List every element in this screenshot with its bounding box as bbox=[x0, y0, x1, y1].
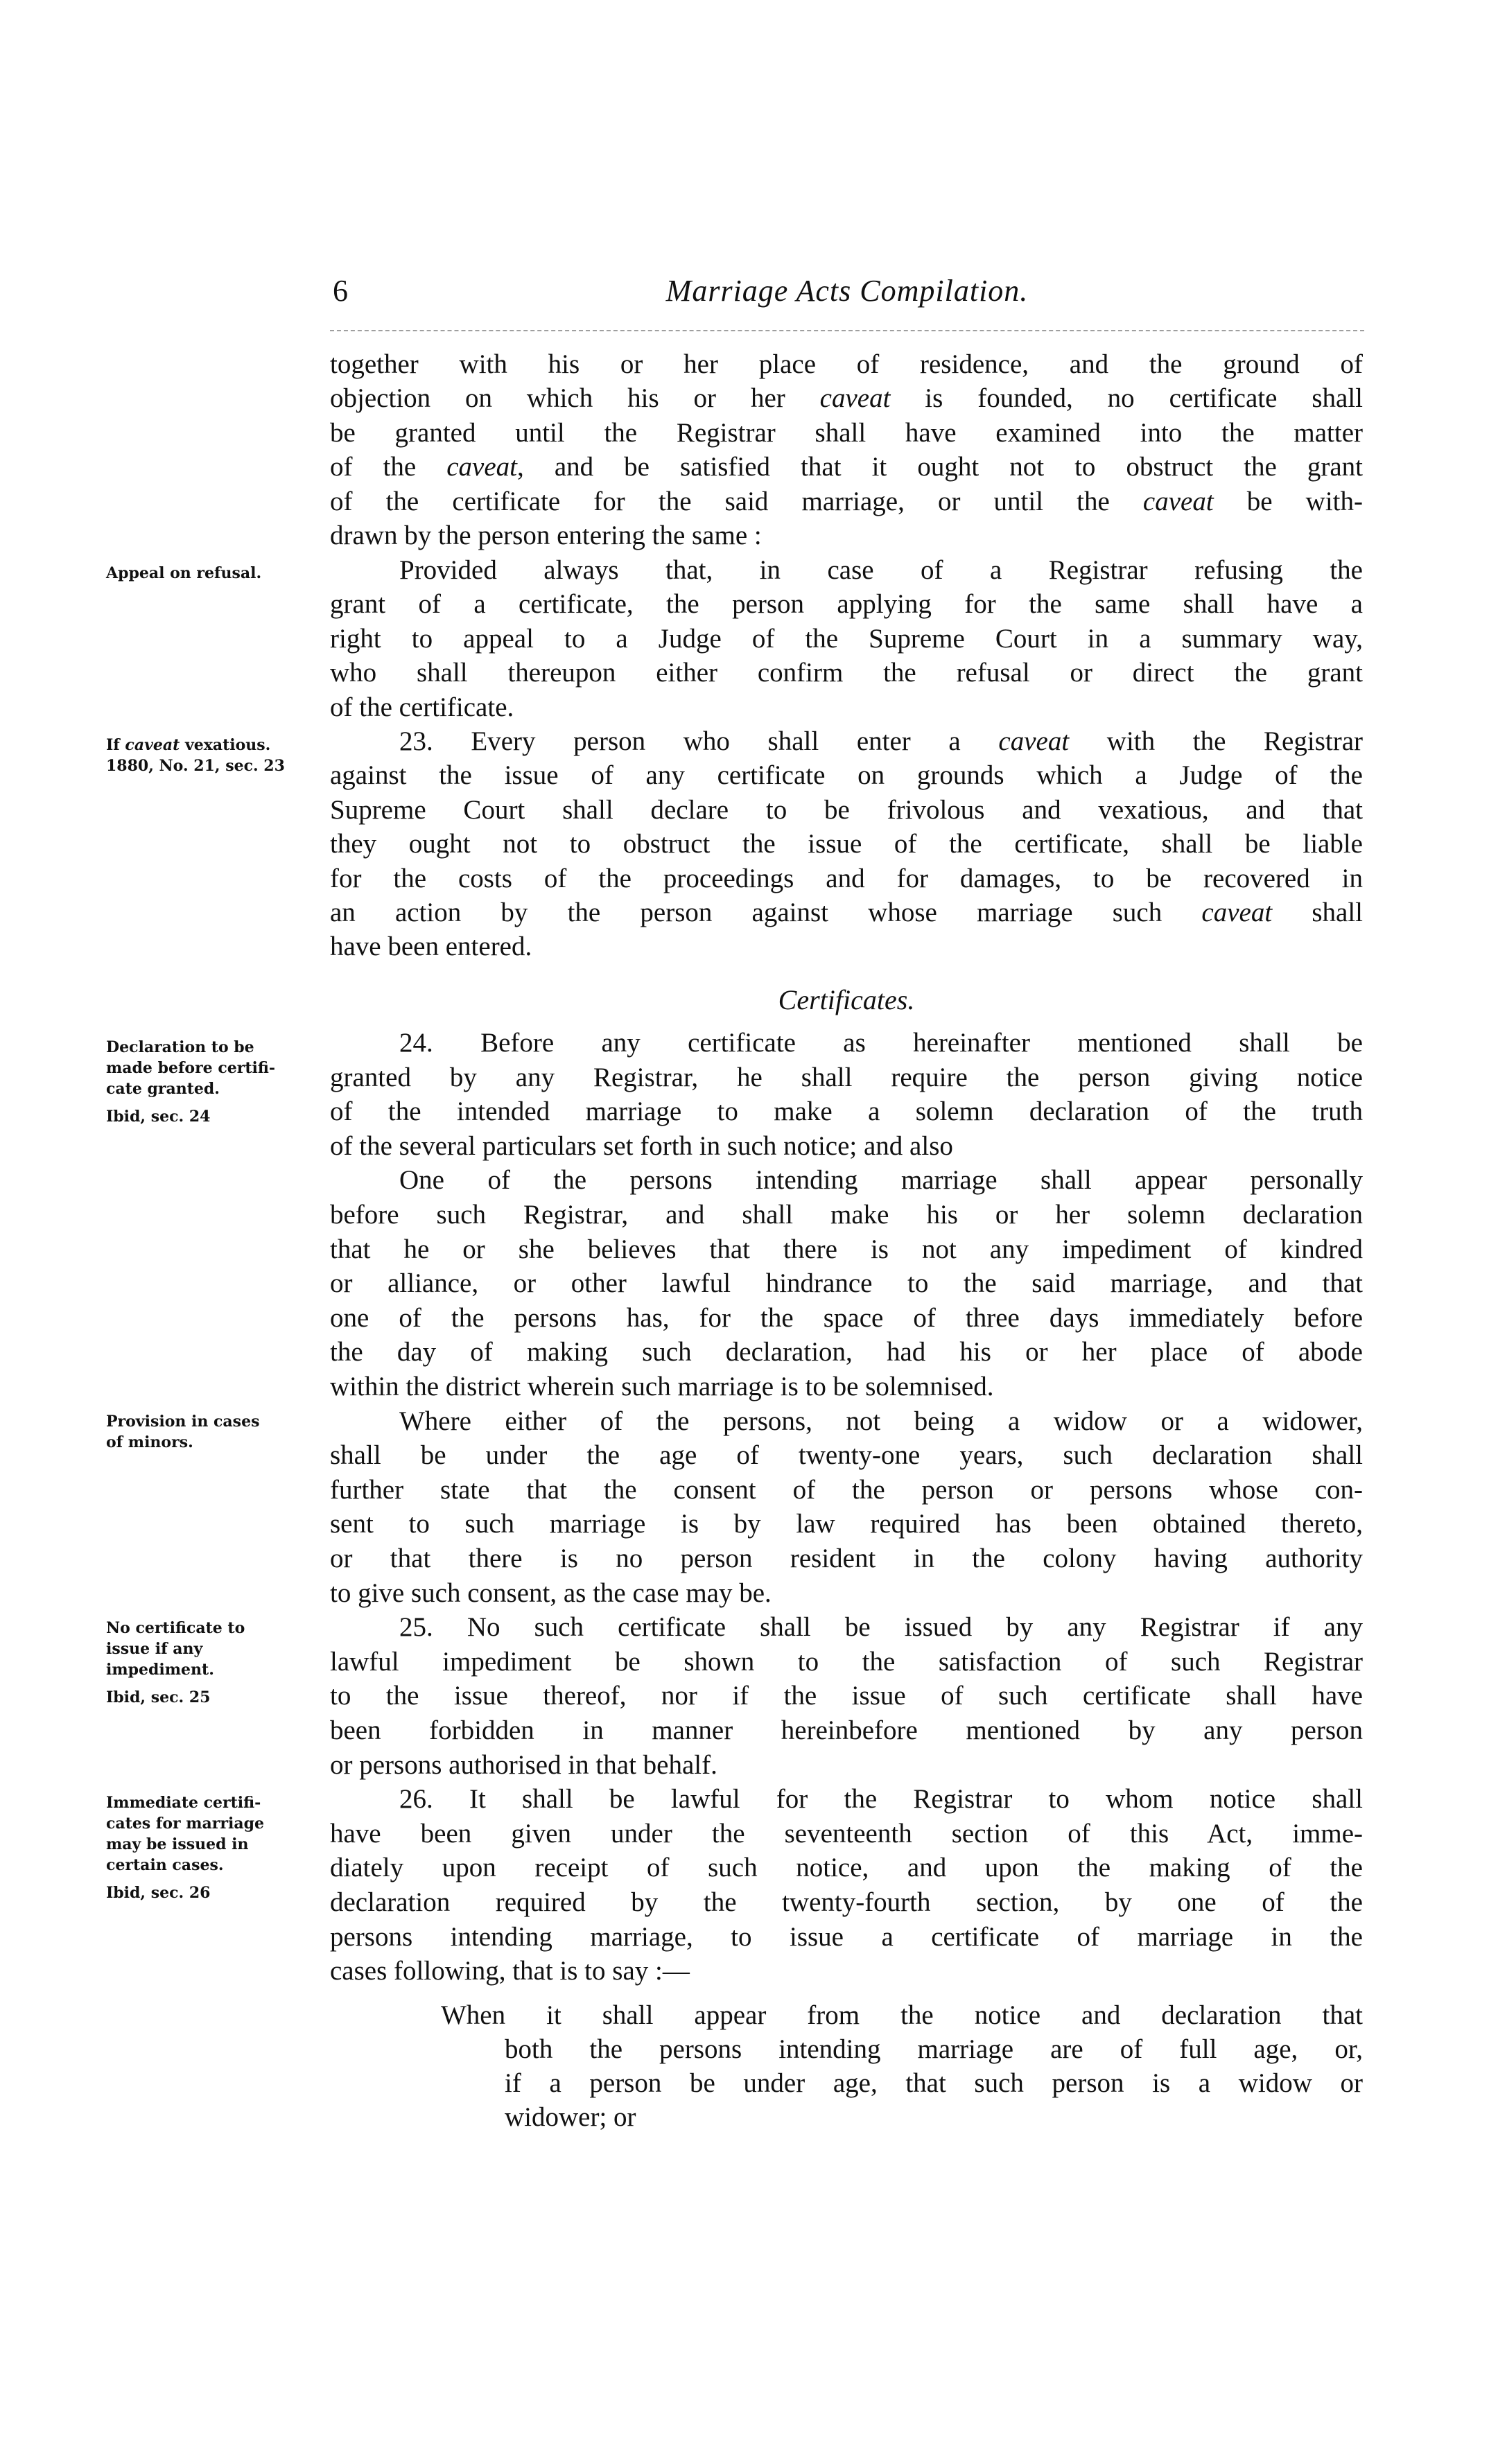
text-line: objection on which his or her caveat is founded, no certificate shall bbox=[330, 383, 1363, 414]
text-line: together with his or her place of residence, and the ground of bbox=[330, 349, 1363, 379]
paragraph-line: that he or she believes that there is not any impediment of kindred bbox=[330, 1234, 1363, 1264]
paragraph-line: the day of making such declaration, had his or her place of abode bbox=[330, 1337, 1363, 1368]
paragraph-line: have been entered. bbox=[330, 932, 532, 962]
margin-note bbox=[106, 1792, 314, 1903]
paragraph-line: granted by any Registrar, he shall require the person giving notice bbox=[330, 1062, 1363, 1092]
italic-term: caveat bbox=[819, 383, 891, 414]
paragraph-line: to give such consent, as the case may be. bbox=[330, 1578, 772, 1608]
italic-term: caveat bbox=[446, 452, 518, 482]
margin-note-line: No certificate to bbox=[106, 1619, 245, 1637]
paragraph-line: have been given under the seventeenth section of this Act, imme- bbox=[330, 1818, 1363, 1849]
paragraph-line: lawful impediment be shown to the satisfaction of such Registrar bbox=[330, 1646, 1363, 1677]
margin-note-line: made before certifi- bbox=[106, 1059, 275, 1077]
margin-note-line: cates for marriage bbox=[106, 1815, 264, 1833]
paragraph-line: cases following, that is to say :— bbox=[330, 1956, 690, 1986]
paragraph-line: grant of a certificate, the person applying for the same shall have a bbox=[330, 589, 1363, 620]
paragraph-line: shall be under the age of twenty-one years, such declaration shall bbox=[330, 1440, 1363, 1471]
margin-note-citation: Ibid, sec. 25 bbox=[106, 1688, 211, 1706]
paragraph-line: or that there is no person resident in the colony having authority bbox=[330, 1544, 1363, 1573]
paragraph-line: further state that the consent of the person or persons whose con- bbox=[330, 1474, 1363, 1505]
paragraph-line: or alliance, or other lawful hindrance to the said marriage, and that bbox=[330, 1268, 1363, 1299]
text-line: be granted until the Registrar shall have examined into the matter bbox=[330, 417, 1363, 448]
paragraph-line: persons intending marriage, to issue a certificate of marriage in the bbox=[330, 1921, 1363, 1952]
paragraph-line: of the certificate. bbox=[330, 692, 514, 722]
italic-term: caveat bbox=[125, 736, 180, 754]
italic-term: caveat bbox=[1142, 486, 1214, 516]
margin-note-line: Provision in cases bbox=[106, 1413, 260, 1431]
margin-note-citation: Ibid, sec. 26 bbox=[106, 1884, 211, 1902]
paragraph-line: if a person be under age, that such person is a widow or bbox=[505, 2068, 1363, 2098]
section-heading-certificates: Certificates. bbox=[778, 984, 915, 1015]
margin-note-line: cate granted. bbox=[106, 1080, 220, 1098]
paragraph-line: both the persons intending marriage are of full age, or, bbox=[505, 2034, 1363, 2064]
text-line: of the certificate for the said marriage, or until the caveat be with- bbox=[330, 486, 1363, 516]
margin-note-line: may be issued in bbox=[106, 1835, 249, 1853]
paragraph-line: 23. Every person who shall enter a caveat with the Registrar bbox=[399, 726, 1364, 756]
paragraph-line: 26. It shall be lawful for the Registrar to whom notice shall bbox=[399, 1784, 1363, 1815]
paragraph-line: One of the persons intending marriage shall appear personally bbox=[399, 1165, 1363, 1196]
paragraph-line: declaration required by the twenty-fourth section, by one of the bbox=[330, 1887, 1363, 1917]
margin-note-line: If caveat vexatious. bbox=[106, 736, 271, 754]
paragraph-line: or persons authorised in that behalf. bbox=[330, 1749, 717, 1780]
running-head bbox=[330, 272, 1364, 313]
paragraph-line: for the costs of the proceedings and for damages, to be recovered in bbox=[330, 863, 1363, 893]
margin-note-line: Immediate certifi- bbox=[106, 1794, 261, 1812]
header-rule bbox=[330, 330, 1364, 331]
paragraph-line: sent to such marriage is by law required has been obtained thereto, bbox=[330, 1509, 1363, 1539]
margin-note-line: of minors. bbox=[106, 1433, 193, 1451]
paragraph-line: against the issue of any certificate on grounds which a Judge of the bbox=[330, 760, 1363, 791]
margin-note-line: certain cases. bbox=[106, 1856, 224, 1874]
text-line: of the caveat, and be satisfied that it ought not to obstruct the grant bbox=[330, 452, 1364, 482]
margin-note bbox=[106, 1037, 314, 1127]
paragraph-line: within the district wherein such marriage is to be solemnised. bbox=[330, 1372, 994, 1401]
margin-note bbox=[106, 1618, 314, 1708]
paragraph-line: diately upon receipt of such notice, and upon the making of the bbox=[330, 1853, 1363, 1883]
paragraph-line: they ought not to obstruct the issue of the certificate, shall be liable bbox=[330, 829, 1363, 859]
margin-note-citation: Ibid, sec. 24 bbox=[106, 1108, 211, 1126]
margin-note-line: Appeal on refusal. bbox=[106, 564, 262, 582]
paragraph-line: one of the persons has, for the space of three days immediately before bbox=[330, 1302, 1363, 1333]
paragraph-line: Supreme Court shall declare to be frivolous and vexatious, and that bbox=[330, 794, 1363, 825]
paragraph-line: of the several particulars set forth in such notice; and also bbox=[330, 1130, 953, 1161]
text-line: drawn by the person entering the same : bbox=[330, 521, 762, 550]
running-title: Marriage Acts Compilation. bbox=[665, 274, 1029, 308]
margin-note-line: impediment. bbox=[106, 1661, 214, 1679]
margin-note bbox=[106, 1411, 314, 1453]
paragraph-line: right to appeal to a Judge of the Supreme Court in a summary way, bbox=[330, 623, 1363, 654]
italic-term: caveat bbox=[998, 726, 1070, 756]
paragraph-line: of the intended marriage to make a solemn declaration of the truth bbox=[330, 1096, 1363, 1127]
paragraph-line: before such Registrar, and shall make his or her solemn declaration bbox=[330, 1200, 1363, 1230]
paragraph-line: who shall thereupon either confirm the refusal or direct the grant bbox=[330, 658, 1363, 688]
paragraph-line: Provided always that, in case of a Registrar refusing the bbox=[399, 555, 1363, 585]
paragraph-line: widower; or bbox=[505, 2102, 636, 2132]
margin-note-line: Declaration to be bbox=[106, 1038, 254, 1056]
paragraph-line: Where either of the persons, not being a widow or a widower, bbox=[399, 1406, 1363, 1436]
paragraph-line: 24. Before any certificate as hereinafter mentioned shall be bbox=[399, 1028, 1363, 1058]
paragraph-line: 25. No such certificate shall be issued by any Registrar if any bbox=[399, 1612, 1363, 1643]
page-number: 6 bbox=[333, 274, 348, 308]
paragraph-line: an action by the person against whose marriage such caveat shall bbox=[330, 898, 1363, 927]
margin-note-citation: 1880, No. 21, sec. 23 bbox=[106, 757, 285, 775]
margin-note-line: issue if any bbox=[106, 1640, 203, 1658]
paragraph-line: When it shall appear from the notice and declaration that bbox=[441, 2000, 1363, 2030]
paragraph-line: been forbidden in manner hereinbefore mentioned by any person bbox=[330, 1715, 1363, 1745]
italic-term: caveat bbox=[1201, 898, 1273, 927]
margin-note bbox=[106, 563, 314, 584]
paragraph-line: to the issue thereof, nor if the issue of such certificate shall have bbox=[330, 1681, 1363, 1711]
margin-note bbox=[106, 735, 314, 776]
